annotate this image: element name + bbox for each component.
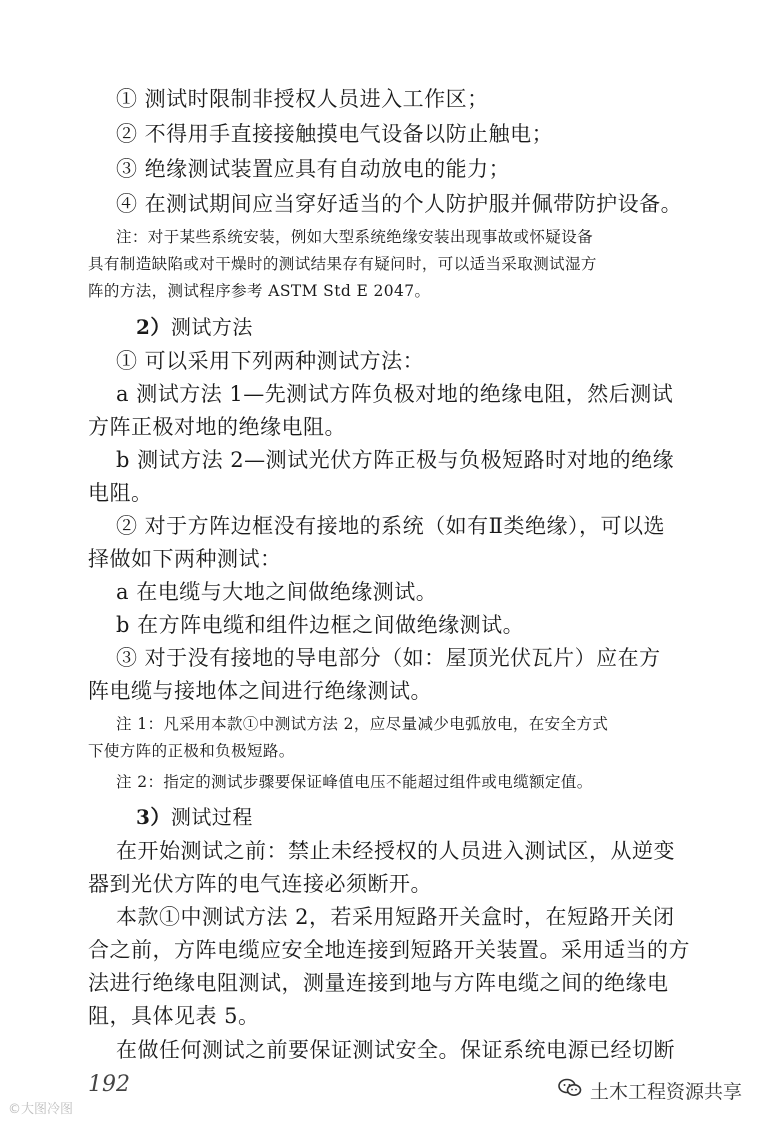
heading-number: 3） (136, 805, 171, 829)
body-line: ③ 对于没有接地的导电部分（如：屋顶光伏瓦片）应在方 (116, 646, 661, 670)
safety-item-4: ④ 在测试期间应当穿好适当的个人防护服并佩带防护设备。 (116, 192, 683, 216)
heading-text: 测试过程 (170, 805, 253, 829)
watermark-source (558, 1077, 742, 1104)
body-line: ① 可以采用下列两种测试方法： (116, 349, 425, 373)
note2-line: 注 2：指定的测试步骤要保证峰值电压不能超过组件或电缆额定值。 (116, 773, 593, 791)
watermark-left: ©大图冷图 (8, 1102, 74, 1117)
body-line: 合之前，方阵电缆应安全地连接到短路开关装置。采用适当的方 (88, 938, 690, 962)
body-line: a 在电缆与大地之间做绝缘测试。 (116, 580, 438, 604)
heading-number: 2） (136, 315, 171, 339)
body-line: 在做任何测试之前要保证测试安全。保证系统电源已经切断 (116, 1038, 675, 1062)
note1-line-2: 下使方阵的正极和负极短路。 (88, 742, 295, 760)
safety-item-3: ③ 绝缘测试装置应具有自动放电的能力； (116, 157, 511, 181)
heading-text: 测试方法 (170, 315, 253, 339)
body-line: 在开始测试之前：禁止未经授权的人员进入测试区，从逆变 (116, 839, 675, 863)
safety-item-2: ② 不得用手直接接触摸电气设备以防止触电； (116, 122, 554, 146)
note1-line-1: 注 1：凡采用本款①中测试方法 2，应尽量减少电弧放电，在安全方式 (116, 715, 609, 733)
body-line: 电阻。 (88, 481, 153, 505)
safety-item-1: ① 测试时限制非授权人员进入工作区； (116, 87, 489, 111)
page-number: 192 (88, 1072, 130, 1097)
section-heading-test-process (136, 802, 253, 832)
note-line-1: 注：对于某些系统安装，例如大型系统绝缘安装出现事故或怀疑设备 (116, 228, 594, 246)
body-line: ② 对于方阵边框没有接地的系统（如有Ⅱ类绝缘），可以选 (116, 514, 665, 538)
body-line: 法进行绝缘电阻测试，测量连接到地与方阵电缆之间的绝缘电 (88, 971, 669, 995)
body-line: b 在方阵电缆和组件边框之间做绝缘测试。 (116, 613, 525, 637)
body-line: 器到光伏方阵的电气连接必须断开。 (88, 872, 432, 896)
body-line: 择做如下两种测试： (88, 547, 282, 571)
watermark-text: 土木工程资源共享 (589, 1081, 742, 1103)
wechat-icon (558, 1078, 582, 1103)
body-line: a 测试方法 1—先测试方阵负极对地的绝缘电阻，然后测试 (116, 382, 674, 406)
body-line: 阵电缆与接地体之间进行绝缘测试。 (88, 679, 432, 703)
note-line-2: 具有制造缺陷或对干燥时的测试结果存有疑问时，可以适当采取测试湿方 (88, 255, 597, 273)
body-line: 阻，具体见表 5。 (88, 1004, 260, 1028)
body-line: 方阵正极对地的绝缘电阻。 (88, 415, 346, 439)
body-line: b 测试方法 2—测试光伏方阵正极与负极短路时对地的绝缘 (116, 448, 675, 472)
section-heading-test-method (136, 312, 253, 342)
body-line: 本款①中测试方法 2，若采用短路开关盒时，在短路开关闭 (116, 905, 675, 929)
note-line-3: 阵的方法，测试程序参考 ASTM Std E 2047。 (88, 282, 431, 300)
